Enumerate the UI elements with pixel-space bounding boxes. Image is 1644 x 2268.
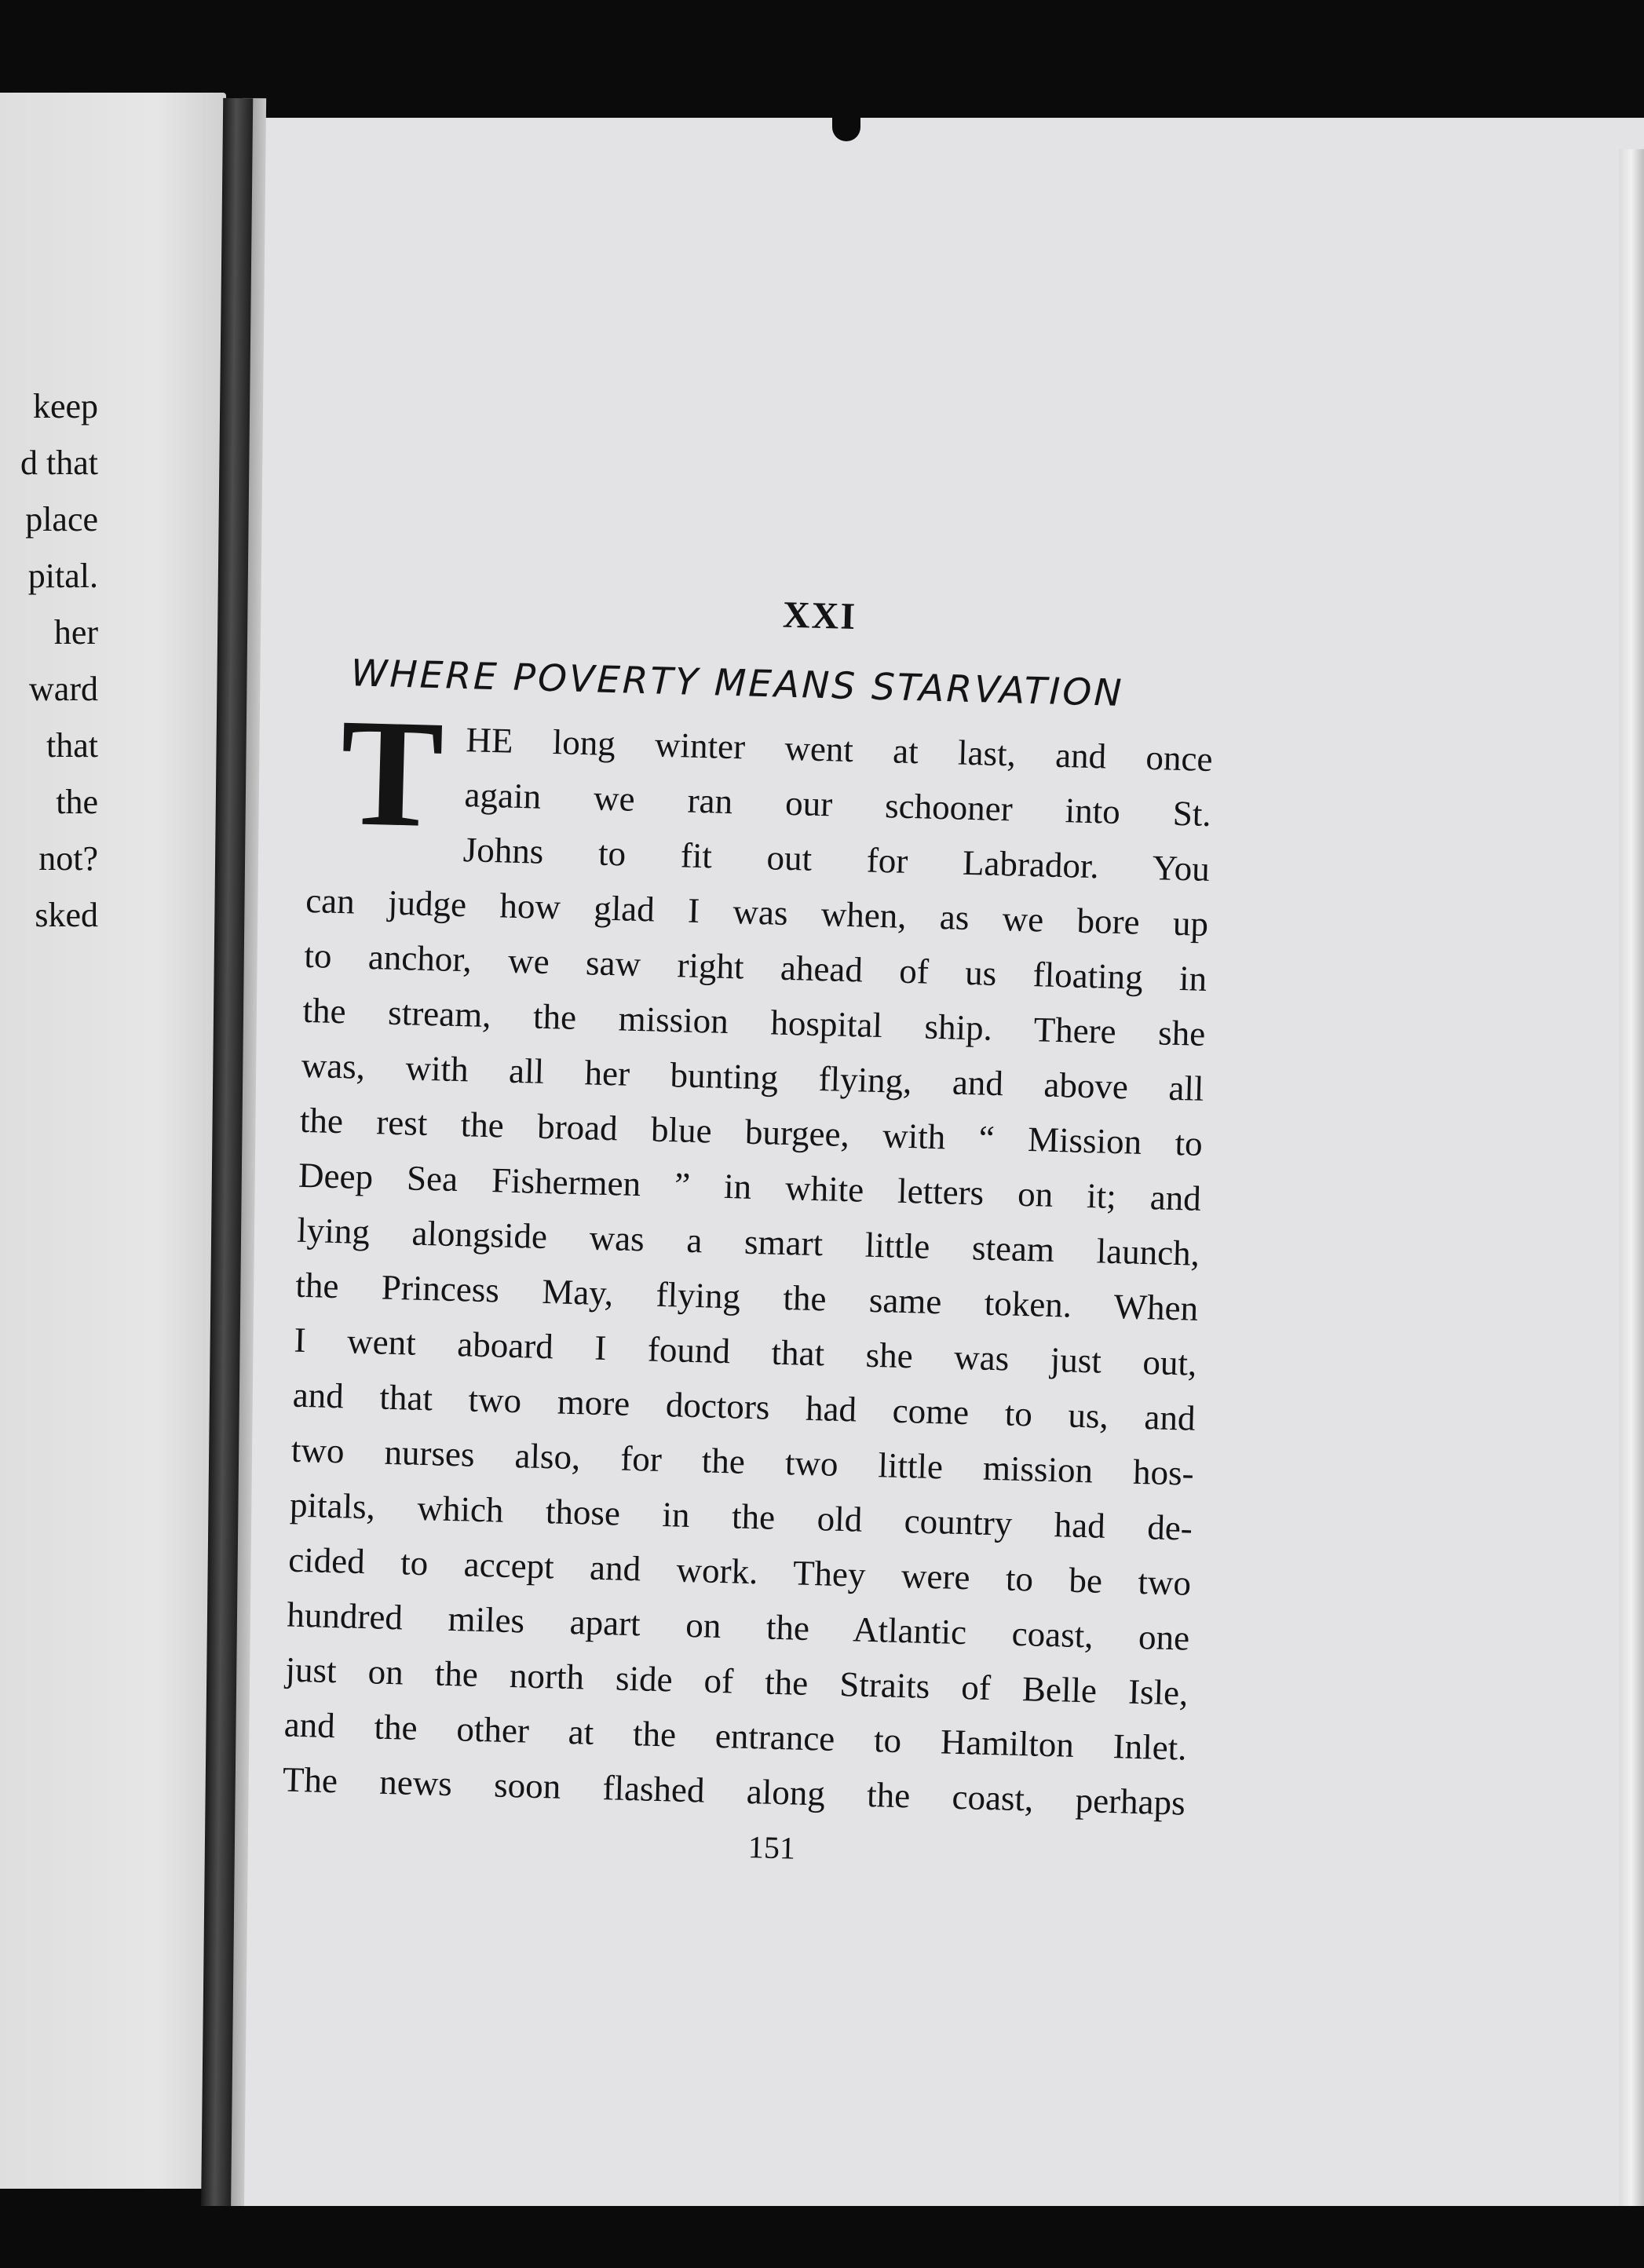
chapter-title: WHERE POVERTY MEANS STARVATION: [350, 652, 1125, 716]
text-line: and the other at the entrance to Hamilton Inlet.: [283, 1704, 1188, 1768]
drop-cap: T: [338, 687, 446, 860]
text-line: two nurses also, for the two little mission hos-: [290, 1430, 1195, 1493]
text-line: and that two more doctors had come to us, and: [292, 1375, 1196, 1438]
text-line: to anchor, we saw right ahead of us floating in: [303, 935, 1207, 999]
text-line: the Princess May, flying the same token. When: [294, 1265, 1199, 1328]
page-number: 151: [747, 1829, 796, 1866]
page-edge: [1619, 149, 1644, 2222]
text-line: hundred miles apart on the Atlantic coast, one: [286, 1594, 1190, 1658]
left-page-line: that: [46, 726, 98, 765]
left-page-line: sked: [35, 896, 98, 934]
body-text: [282, 687, 1214, 1831]
left-page-line: ward: [29, 670, 98, 708]
left-page-line: pital.: [27, 557, 98, 595]
text-block: [281, 581, 1217, 1877]
text-line: The news soon flashed along the coast, perhaps: [282, 1759, 1186, 1823]
text-line: the stream, the mission hospital ship. There she: [302, 990, 1206, 1054]
text-line: can judge how glad I was when, as we bore up: [305, 880, 1209, 944]
text-line: just on the north side of the Straits of Belle Isle,: [285, 1649, 1189, 1713]
left-page-line: not?: [38, 839, 98, 878]
text-line: the rest the broad blue burgee, with “ Mission to: [299, 1100, 1204, 1163]
left-page: [0, 93, 226, 2189]
left-page-line: place: [25, 500, 98, 539]
bottom-shadow: [173, 2206, 1644, 2268]
text-line: was, with all her bunting flying, and above all: [301, 1045, 1205, 1108]
text-line: Johns to fit out for Labrador. You: [462, 830, 1211, 889]
text-line: HE long winter went at last, and once: [465, 720, 1214, 780]
chapter-number: XXI: [782, 593, 857, 638]
left-page-line: d that: [20, 444, 98, 482]
text-line: I went aboard I found that she was just out,: [294, 1320, 1197, 1383]
text-line: Deep Sea Fishermen ” in white letters on it; and: [298, 1155, 1202, 1218]
text-line: pitals, which those in the old country had de-: [289, 1485, 1193, 1548]
text-line: cided to accept and work. They were to be two: [287, 1539, 1192, 1603]
left-page-line: the: [56, 783, 98, 821]
text-line: again we ran our schooner into St.: [464, 775, 1212, 835]
left-page-line: her: [53, 613, 98, 652]
text-line: lying alongside was a smart little steam launch,: [296, 1210, 1200, 1273]
left-page-line: keep: [32, 387, 98, 425]
